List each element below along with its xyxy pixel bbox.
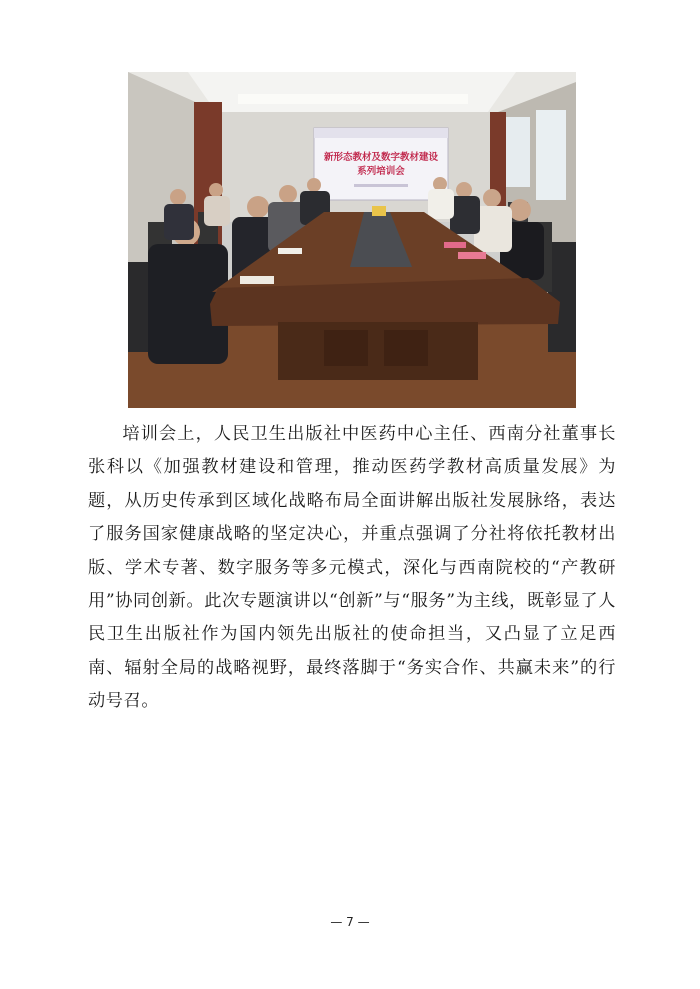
meeting-photo-illustration <box>128 72 576 408</box>
banner-title-line2: 系列培训会 <box>357 166 405 177</box>
banner-screen <box>314 128 448 200</box>
body-paragraph: 培训会上，人民卫生出版社中医药中心主任、西南分社董事长张科以《加强教材建设和管理，推动医药学教材高质量发展》为题，从历史传承到区域化战略布局全面讲解出版社发展脉络，表达了服务国家健康战略的坚定决心，并重点强调了分社将依托教材出版、学术专著、数字服务等多元模式，深化与西南院校的“产教研用”协同创新。此次专题演讲以“创新”与“服务”为主线，既彰显了人民卫生出版社作为国内领先出版社的使命担当，又凸显了立足西南、辐射全局的战略视野，最终落脚于“务实合作、共赢未来”的行动号召。 <box>88 424 616 712</box>
page-number: — 7 — <box>330 915 370 929</box>
banner-title-line1: 新形态教材及数字教材建设 <box>323 152 439 163</box>
meeting-photo <box>128 72 576 408</box>
